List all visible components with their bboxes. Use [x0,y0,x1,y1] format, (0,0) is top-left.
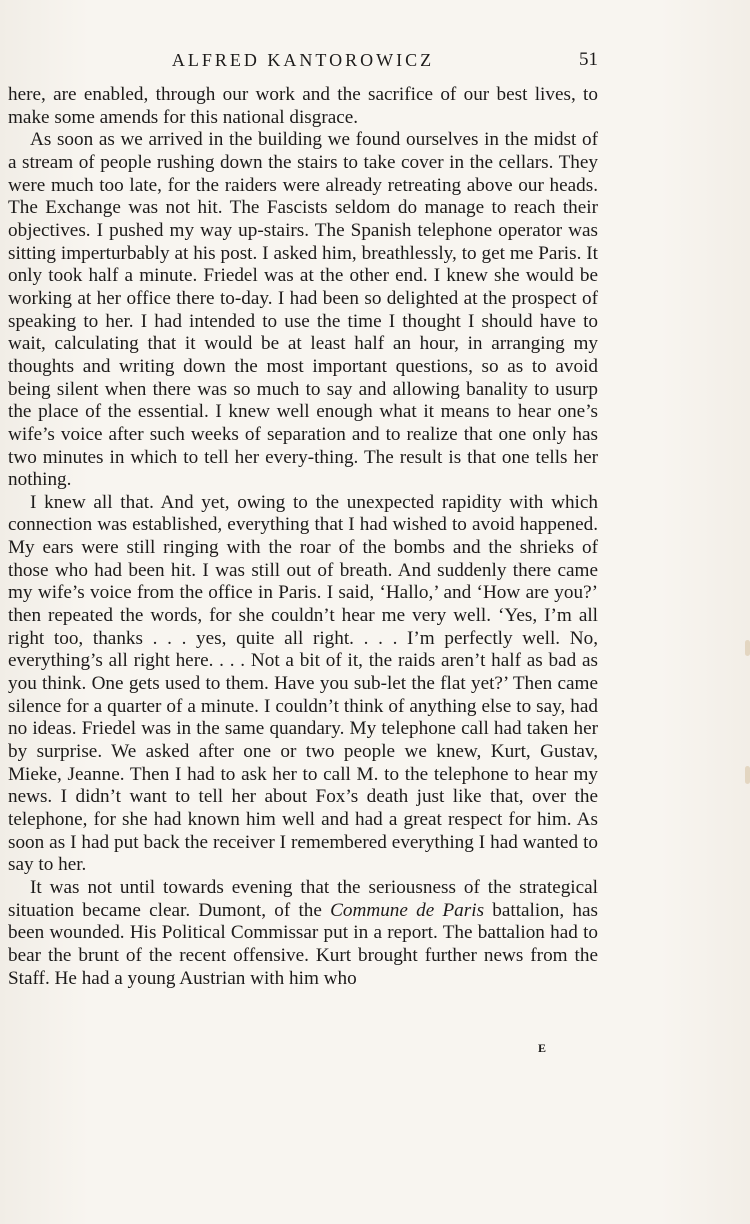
paragraph-4-before-italic: It was not until towards evening that the seriousness of the strategical situation became clear. Dumont, of the [8,876,598,921]
paragraph-2: As soon as we arrived in the building we found ourselves in the midst of a stream of people rushing down the stairs to take cover in the cellars. They were much too late, for the raiders were already retreating above our heads. The Exchange was not hit. The Fascists seldom do manage to reach their objectives. I pushed my way up-stairs. The Spanish telephone operator was sitting imperturbably at his post. I asked him, breathlessly, to get me Paris. It only took half a minute. Friedel was at the other end. I knew she would be working at her office there to-day. I had been so delighted at the prospect of speaking to her. I had intended to use the time I thought I should have to wait, calculating that it would be at least half an hour, in arranging my thoughts and writing down the most important questions, so as to avoid being silent when there was so much to say and allowing banality to usurp the place of the essential. I knew well enough what it means to hear one’s wife’s voice after such weeks of separation and to realize that one only has two minutes in which to tell her every-thing. The result is that one tells her nothing. [8,129,598,491]
signature-mark: E [538,1041,548,1055]
running-head [8,48,598,72]
paragraph-4-after-italic: battalion, has been wounded. His Political Commissar put in a report. The battalion had to bear the brunt of the recent offensive. Kurt brought further news from the Staff. He had a young Austrian with him who [8,899,598,989]
paragraph-1: here, are enabled, through our work and the sacrifice of our best lives, to make some amends for this national disgrace. [8,84,598,128]
paragraph-4-italic: Commune de Paris [330,899,485,921]
page-edge-mark-1 [745,640,750,656]
body-text [8,84,598,990]
page-edge-mark-2 [745,766,750,784]
running-head-title: ALFRED KANTOROWICZ [171,50,435,70]
paragraph-4 [8,877,598,990]
page-number: 51 [579,49,598,70]
paragraph-3: I knew all that. And yet, owing to the unexpected rapidity with which connection was established, everything that I had wished to avoid happened. My ears were still ringing with the roar of the bombs and the shrieks of those who had been hit. I was still out of breath. And suddenly there came my wife’s voice from the office in Paris. I said, ‘Hallo,’ and ‘How are you?’ then repeated the words, for she couldn’t hear me very well. ‘Yes, I’m all right too, thanks . . . yes, quite all right. . . . I’m perfectly well. No, everything’s all right here. . . . Not a bit of it, the raids aren’t half as bad as you think. One gets used to them. Have you sub-let the flat yet?’ Then came silence for a quarter of a minute. I couldn’t think of anything else to say, had no ideas. Friedel was in the same quandary. My telephone call had taken her by surprise. We asked after one or two people we knew, Kurt, Gustav, Mieke, Jeanne. Then I had to ask her to call M. to the telephone to hear my news. I didn’t want to tell her about Fox’s death just like that, over the telephone, for she had known him well and had a great respect for him. As soon as I had put back the receiver I remembered everything I had wanted to say to her. [8,491,598,876]
